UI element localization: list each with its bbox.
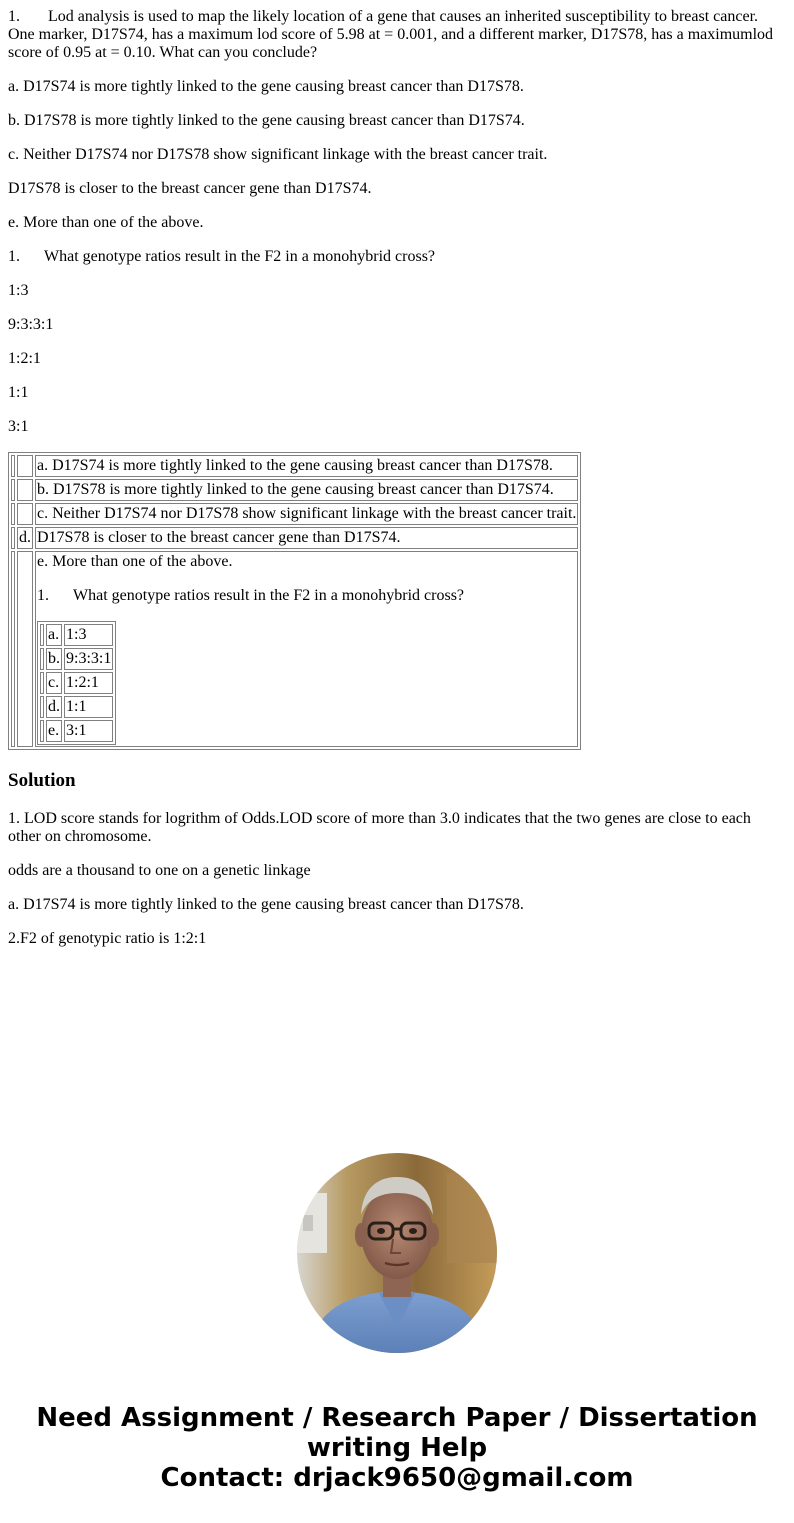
table-row [11, 527, 578, 549]
ratio-cell-empty [40, 696, 44, 718]
solution-paragraph-3: a. D17S74 is more tightly linked to the gene causing breast cancer than D17S78. [8, 896, 524, 913]
table-cell-letter [17, 479, 33, 501]
banner-contact: Contact: drjack9650@gmail.com [160, 1463, 634, 1493]
question-2-text: What genotype ratios result in the F2 in a monohybrid cross? [44, 248, 436, 265]
table-cell-nested [35, 551, 578, 747]
ratio-cell-letter: d. [46, 696, 62, 718]
ratio-cell-empty [40, 720, 44, 742]
table-cell-letter [17, 455, 33, 477]
option-a: a. D17S74 is more tightly linked to the gene causing breast cancer than D17S78. [8, 78, 524, 95]
table-row [11, 551, 578, 747]
solution-paragraph-1: 1. LOD score stands for logrithm of Odds.LOD score of more than 3.0 indicates that the two genes are close to each other on chromosome. [8, 810, 751, 845]
ratio-cell-value: 9:3:3:1 [64, 648, 113, 670]
table-row [11, 503, 578, 525]
table-cell-text: a. D17S74 is more tightly linked to the gene causing breast cancer than D17S78. [35, 455, 578, 477]
table-cell-text: D17S78 is closer to the breast cancer gene than D17S74. [35, 527, 578, 549]
table-cell-empty [11, 551, 15, 747]
solution-paragraph-2: odds are a thousand to one on a genetic linkage [8, 862, 311, 879]
ratio-cell-empty [40, 648, 44, 670]
options-table [8, 452, 581, 750]
ratio-cell-letter: c. [46, 672, 62, 694]
ratio-option-5: 3:1 [8, 418, 29, 435]
table-cell-letter [17, 503, 33, 525]
ratio-row [40, 720, 113, 742]
nested-question [37, 587, 576, 605]
ratio-cell-value: 1:2:1 [64, 672, 113, 694]
ratio-cell-letter: e. [46, 720, 62, 742]
question-2-number: 1. [8, 248, 20, 265]
question-1-text: Lod analysis is used to map the likely location of a gene that causes an inherited susceptibility to breast cancer. One marker, D17S74, has a maximum lod score of 5.98 at = 0.001, and a different marker, D17S78, has a maximumlod score of 0.95 at = 0.10. What can you conclude? [8, 8, 774, 61]
ratio-cell-value: 1:3 [64, 624, 113, 646]
ratio-cell-empty [40, 672, 44, 694]
table-cell-empty [11, 479, 15, 501]
ratio-cell-letter: a. [46, 624, 62, 646]
table-cell-empty [11, 455, 15, 477]
table-cell-empty [11, 527, 15, 549]
table-row [11, 455, 578, 477]
question-1-number: 1. [8, 8, 20, 25]
ratio-cell-value: 3:1 [64, 720, 113, 742]
ratio-row [40, 696, 113, 718]
question-2 [8, 248, 786, 266]
table-cell-letter: d. [17, 527, 33, 549]
solution-heading: Solution [8, 770, 76, 791]
avatar-portrait-icon [297, 1153, 497, 1353]
question-1 [8, 8, 786, 62]
banner-line-2: writing Help [306, 1433, 488, 1463]
option-c: c. Neither D17S74 nor D17S78 show significant linkage with the breast cancer trait. [8, 146, 548, 163]
ratio-option-3: 1:2:1 [8, 350, 41, 367]
table-cell-letter [17, 551, 33, 747]
ratio-option-1: 1:3 [8, 282, 29, 299]
option-b: b. D17S78 is more tightly linked to the gene causing breast cancer than D17S74. [8, 112, 525, 129]
solution-paragraph-4: 2.F2 of genotypic ratio is 1:2:1 [8, 930, 207, 947]
table-row [11, 479, 578, 501]
table-cell-text: b. D17S78 is more tightly linked to the gene causing breast cancer than D17S74. [35, 479, 578, 501]
avatar [297, 1153, 497, 1353]
ratio-cell-empty [40, 624, 44, 646]
promo-banner [0, 1403, 794, 1493]
banner-line-1: Need Assignment / Research Paper / Dissertation [36, 1403, 758, 1433]
option-e: e. More than one of the above. [8, 214, 204, 231]
ratio-row [40, 624, 113, 646]
option-d: D17S78 is closer to the breast cancer gene than D17S74. [8, 180, 372, 197]
table-cell-empty [11, 503, 15, 525]
ratio-cell-value: 1:1 [64, 696, 113, 718]
ratio-table [37, 621, 116, 745]
nested-question-number: 1. [37, 587, 49, 604]
ratio-option-2: 9:3:3:1 [8, 316, 54, 333]
ratio-cell-letter: b. [46, 648, 62, 670]
nested-question-text: What genotype ratios result in the F2 in a monohybrid cross? [73, 587, 465, 604]
ratio-row [40, 648, 113, 670]
table-cell-text: e. More than one of the above. [37, 553, 233, 570]
ratio-row [40, 672, 113, 694]
ratio-option-4: 1:1 [8, 384, 29, 401]
table-cell-text: c. Neither D17S74 nor D17S78 show significant linkage with the breast cancer trait. [35, 503, 578, 525]
